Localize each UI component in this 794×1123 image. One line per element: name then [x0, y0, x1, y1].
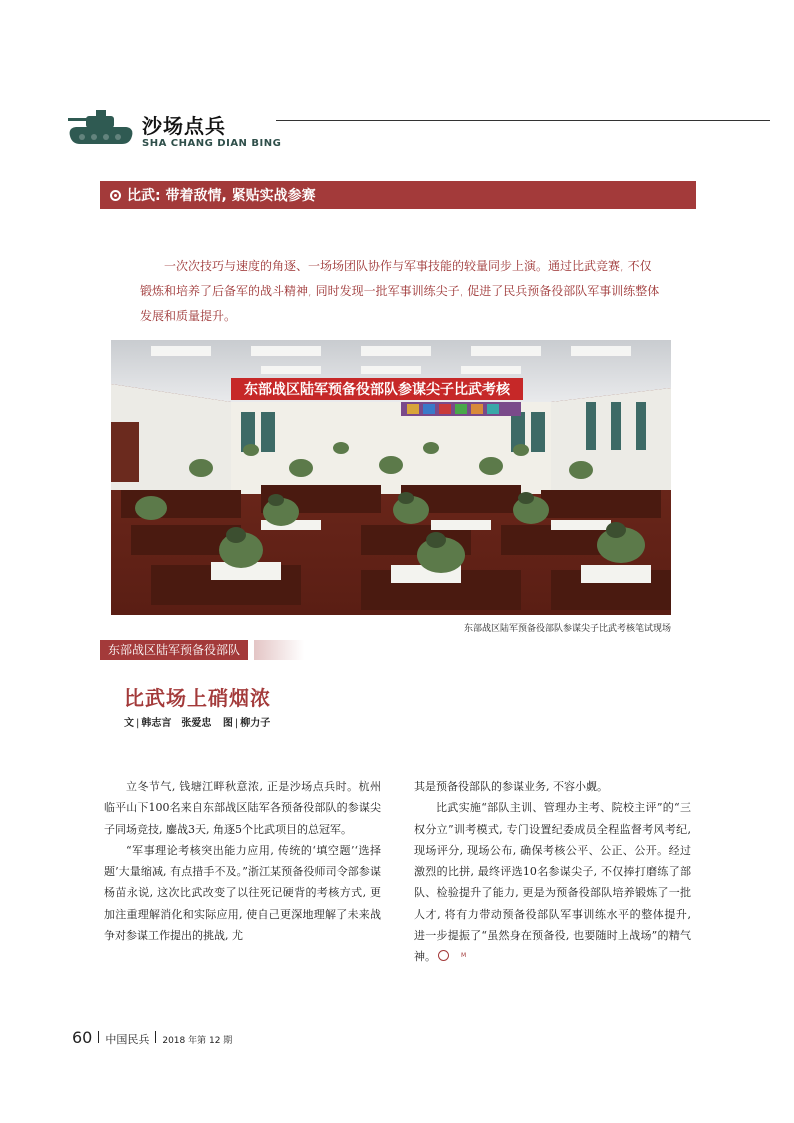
end-mark-icon: M — [438, 950, 449, 961]
tank-icon — [66, 106, 136, 146]
column-subtitle: SHA CHANG DIAN BING — [142, 138, 282, 149]
circle-dot-icon — [110, 190, 121, 201]
issue-label: 2018 年第 12 期 — [162, 1036, 233, 1046]
unit-tag-fade — [254, 640, 304, 660]
section-title: 比武: 带着敌情, 紧贴实战参赛 — [127, 188, 316, 204]
photo-caption: 东部战区陆军预备役部队参谋尖子比武考核笔试现场 — [463, 624, 671, 634]
body-paragraph: 其是预备役部队的参谋业务, 不容小觑。 — [414, 780, 608, 793]
byline-photographer: 柳力子 — [240, 718, 271, 729]
footer-divider — [155, 1031, 156, 1043]
unit-tag: 东部战区陆军预备役部队 — [100, 640, 248, 660]
column-title: 沙场点兵 — [142, 114, 226, 138]
body-paragraph-text: 比武实施“部队主训、管理办主考、院校主评”的“三权分立”训考模式, 专门设置纪委成员全程监督考风考纪, 现场评分, 现场公布, 确保考核公平、公正、公开。经过激烈的比拼, 最终评选10名参谋尖子, 不仅捧打磨练了部队、检验提升了能力, 更是为预备役部队培养锻炼了一批人才, 将有力带动预备役部队军事训练水平的整体提升, 进一步提振了“虽然身在预备役, 也要随时上战场”的精气神。 — [414, 801, 691, 964]
page-number: 60 — [72, 1028, 93, 1047]
body-column-right — [414, 776, 691, 968]
footer-divider — [98, 1031, 99, 1043]
byline-text-label: 文 — [124, 718, 134, 729]
body-paragraph — [414, 797, 691, 967]
intro-paragraph: 一次次技巧与速度的角逐、一场场团队协作与军事技能的较量同步上演。通过比武竞赛, 不仅锻炼和培养了后备军的战斗精神, 同时发现一批军事训练尖子, 促进了民兵预备役部队军事训练整体发展和质量提升。 — [140, 259, 660, 323]
byline-authors: 韩志言 张爱忠 — [141, 718, 212, 729]
exam-hall-photo — [111, 340, 671, 615]
magazine-name: 中国民兵 — [105, 1033, 150, 1046]
body-paragraph: 立冬节气, 钱塘江畔秋意浓, 正是沙场点兵时。杭州临平山下100名来自东部战区陆军各预备役部队的参谋尖子同场竞技, 鏖战3天, 角逐5个比武项目的总冠军。 — [104, 780, 381, 836]
byline: 文 | 韩志言 张爱忠 图 | 柳力子 — [124, 718, 271, 729]
body-paragraph: “军事理论考核突出能力应用, 传统的‘填空题’‘选择题’大量缩减, 有点措手不及。”浙江某预备役师司令部参谋杨苗永说, 这次比武改变了以往死记硬背的考核方式, 更加注重理解消化和实际应用, 使自己更深地理解了未来战争对参谋工作提出的挑战, 尤 — [104, 843, 381, 943]
byline-photo-label: 图 — [222, 718, 233, 729]
section-heading-bar — [100, 181, 696, 209]
page-footer — [72, 1028, 232, 1047]
body-column-left — [104, 776, 381, 946]
photo-banner-text: 东部战区陆军预备役部队参谋尖子比武考核 — [244, 382, 510, 398]
header-rule — [276, 120, 770, 121]
article-title: 比武场上硝烟浓 — [124, 686, 271, 710]
